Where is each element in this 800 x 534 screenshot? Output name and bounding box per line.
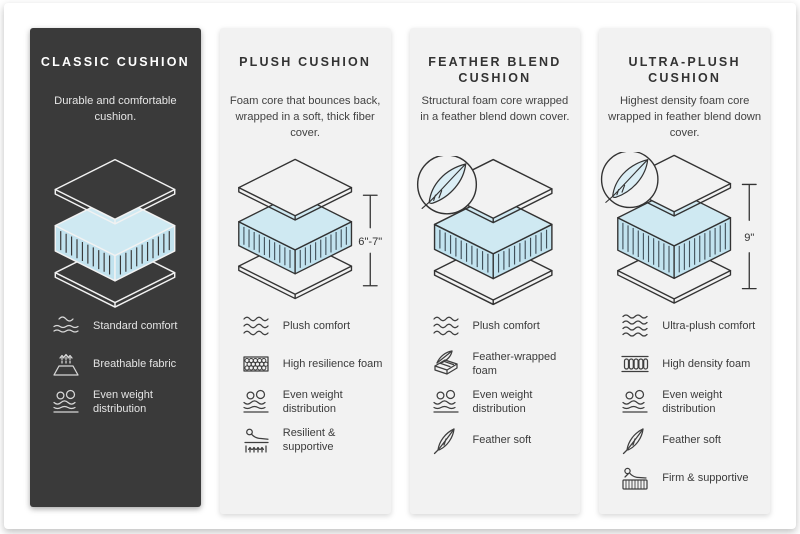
cushion-layers-diagram [599,152,770,306]
feather-icon [620,425,650,455]
feather-badge-icon [418,156,477,214]
feature-row [620,349,765,379]
feature-row [241,349,386,379]
layered-cushion-icon [599,152,770,306]
feature-list [620,311,765,493]
feature-list [51,311,196,417]
layered-cushion-icon [39,156,191,310]
even-weight-icon [620,387,650,417]
card-title: PLUSH CUSHION [239,55,372,69]
feature-label: Feather soft [472,433,532,446]
standard-comfort-waves-icon [51,311,81,341]
measurement-label: 6"-7" [358,235,382,248]
firm-supportive-icon [620,463,650,493]
feature-row [620,311,765,341]
feature-row [431,425,576,455]
cushion-layers-diagram [410,156,581,307]
feature-label: High density foam [662,357,751,370]
feature-label: Firm & supportive [662,471,749,484]
even-weight-icon [51,387,81,417]
cushion-layers-diagram [30,156,201,310]
card-classic-cushion [30,28,201,507]
breathable-fabric-icon [51,349,81,379]
feature-row [620,425,765,455]
feature-label: Feather soft [662,433,721,446]
card-title: CLASSIC CUSHION [40,55,190,69]
feature-row [51,311,196,341]
feature-label: Even weight distribution [662,388,723,415]
card-feather-blend-cushion [410,28,581,514]
card-description: Highest density foam core wrapped in feather blend down cover. [608,95,762,139]
feature-label: Resilient & supportive [282,426,336,453]
plush-comfort-waves-icon [431,311,461,341]
feature-label: High resilience foam [282,357,383,370]
even-weight-icon [431,387,461,417]
card-plush-cushion [220,28,391,514]
feature-row [241,311,386,341]
card-ultra-plush-cushion [599,28,770,514]
card-description: Durable and comfortable cushion. [54,95,177,123]
layered-cushion-icon [415,156,575,307]
feature-label: Plush comfort [472,319,540,332]
feature-row [51,387,196,417]
feature-label: Breathable fabric [93,357,177,370]
feature-label: Feather-wrapped foam [472,350,557,377]
feature-row [620,463,765,493]
card-title: FEATHER BLEND CUSHION [428,55,562,85]
even-weight-icon [241,387,271,417]
feather-wrapped-foam-icon [431,349,461,379]
comparison-sheet [4,3,796,529]
feature-label: Even weight distribution [93,388,153,415]
feature-label: Standard comfort [93,319,178,332]
feather-badge-icon [602,152,658,207]
feature-row [241,387,386,417]
card-description: Structural foam core wrapped in a feather blend down cover. [420,95,570,123]
high-resilience-foam-icon [241,349,271,379]
layered-cushion-icon [220,156,391,301]
feature-label: Plush comfort [282,319,350,332]
plush-comfort-waves-icon [241,311,271,341]
feature-row [241,425,386,455]
measurement-label: 9" [744,231,755,244]
card-description: Foam core that bounces back, wrapped in a soft, thick fiber cover. [229,95,381,139]
feature-row [431,387,576,417]
feather-icon [431,425,461,455]
feature-list [431,311,576,455]
card-title: ULTRA-PLUSH CUSHION [628,55,741,85]
height-measurement [358,195,382,285]
high-density-foam-icon [620,349,650,379]
resilient-supportive-icon [241,425,271,455]
feature-list [241,311,386,455]
feature-label: Even weight distribution [472,388,533,415]
feature-row [51,349,196,379]
ultra-plush-comfort-waves-icon [620,311,650,341]
feature-row [431,311,576,341]
feature-label: Ultra-plush comfort [662,319,756,332]
feature-row [431,349,576,379]
height-measurement [743,184,757,288]
feature-row [620,387,765,417]
feature-label: Even weight distribution [282,388,343,415]
cushion-layers-diagram [220,156,391,301]
